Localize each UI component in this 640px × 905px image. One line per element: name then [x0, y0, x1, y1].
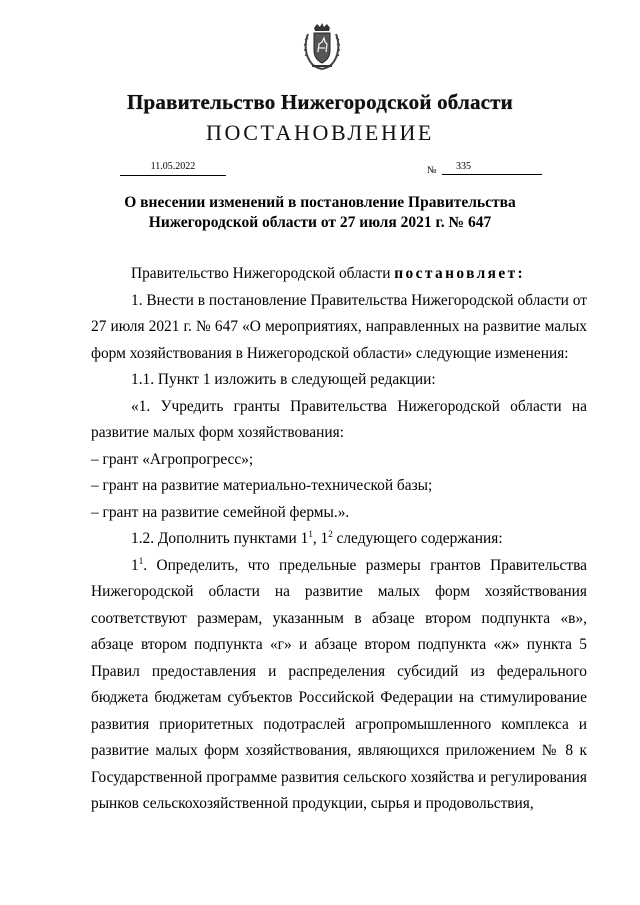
paragraph-1-1: 1.1. Пункт 1 изложить в следующей редакции:: [131, 371, 436, 388]
p12-part-b: , 1: [312, 530, 329, 547]
list-item-1: – грант «Агропрогресс»;: [91, 450, 254, 468]
document-date: 11.05.2022: [120, 160, 226, 176]
document-number: 335: [442, 160, 542, 175]
list-item-2: – грант на развитие материально-технической базы;: [91, 477, 433, 494]
intro-prefix: Правительство Нижегородской области: [131, 265, 395, 282]
quoted-paragraph: «1. Учредить гранты Правительства Нижегородской области на развитие малых форм хозяйствования:: [91, 397, 587, 441]
document-subject: [60, 193, 580, 233]
government-name: Правительство Нижегородской области: [127, 90, 513, 114]
list-item-3: – грант на развитие семейной фермы.».: [91, 503, 350, 521]
new-paragraph-1-1: [91, 553, 587, 818]
number-sign: №: [427, 165, 437, 176]
coat-of-arms-icon: [302, 22, 342, 70]
document-body: [91, 261, 587, 818]
p12-sup-1: 1: [308, 528, 313, 539]
paragraph-1: 1. Внести в постановление Правительства Нижегородской области от 27 июля 2021 г. № 647 «О мероприятиях, направленных на развитие малых форм хозяйствования в Нижегородской области» следующие изменения:: [91, 291, 587, 362]
subject-line-2: Нижегородской области от 27 июля 2021 г. № 647: [148, 214, 492, 231]
paragraph-1-2: [91, 526, 587, 553]
p12-part-a: 1.2. Дополнить пунктами 1: [131, 530, 309, 547]
p12-sup-2: 2: [328, 528, 333, 539]
intro-paragraph: [91, 261, 587, 288]
document-kind: ПОСТАНОВЛЕНИЕ: [206, 120, 434, 145]
subject-line-1: О внесении изменений в постановление Правительства: [124, 194, 516, 211]
new-par-text: . Определить, что предельные размеры грантов Правительства Нижегородской области на развитие малых форм хозяйствования соответствуют размерам, указанным в абзаце втором подпункта «в», абзаце втором подпункта «г» и абзаце втором подпункта «ж» пункта 5 Правил предоставления и распределения субсидий из федерального бюджета бюджетам субъектов Российской Федерации на стимулирование развития приоритетных подотраслей агропромышленного комплекса и развитие малых форм хозяйствования, являющихся приложением № 8 к Государственной программе развития сельского хозяйства и регулирования рынков сельскохозяйственной продукции, сырья и продовольствия,: [91, 556, 587, 812]
decree-keyword: постановляет:: [394, 265, 526, 282]
p12-part-c: следующего содержания:: [332, 530, 503, 547]
new-par-number: 1: [131, 556, 139, 574]
new-par-sup: 1: [138, 555, 144, 566]
